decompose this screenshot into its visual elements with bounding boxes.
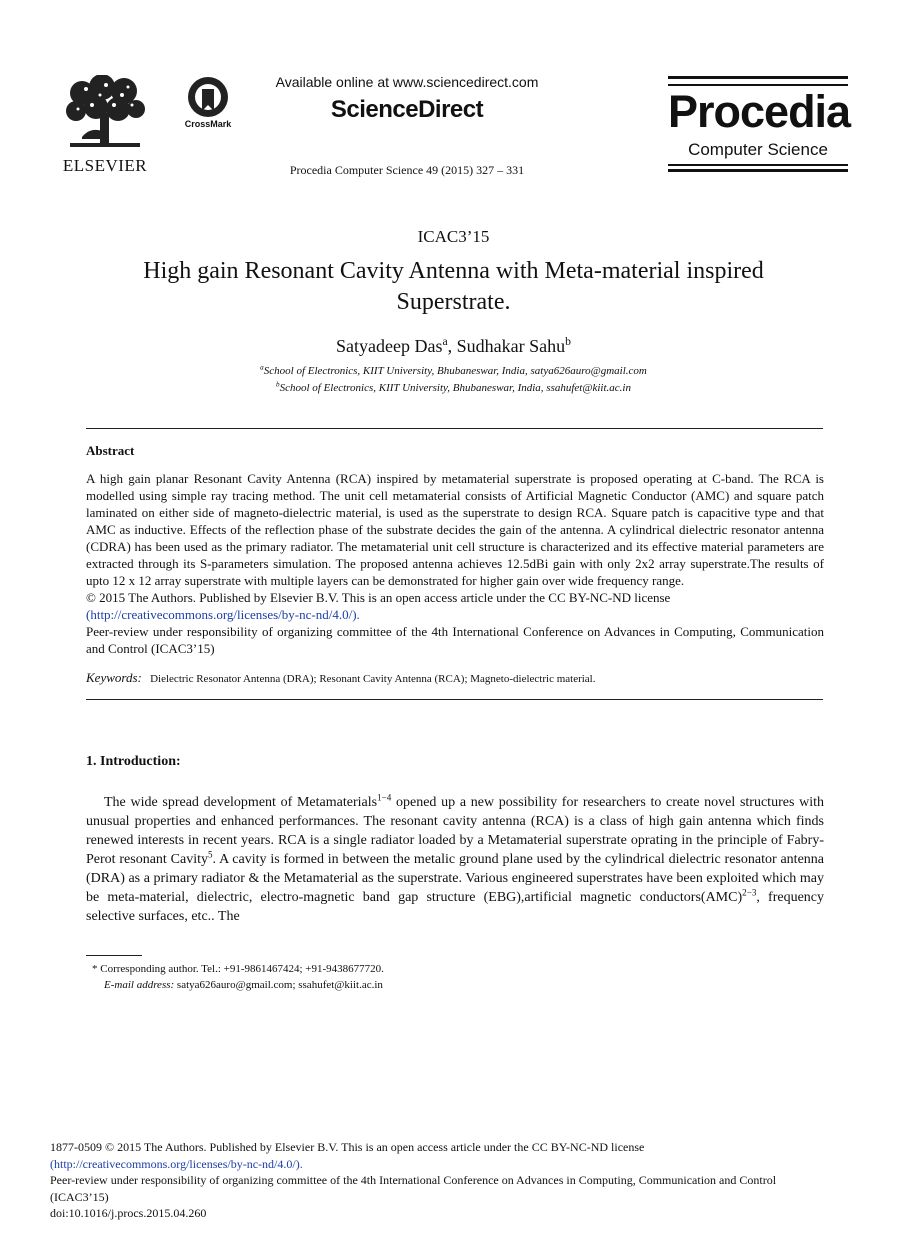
procedia-subtitle: Computer Science [688,140,828,159]
text-run: opened up a new possibility for researchers to create novel structures with unusual properties and enhanced performances. The resonant cavity antenna (RCA) is a class of high gain antenna which finds renewed interests in recent years. RCA is a single radiator loaded by a Metamaterial superstrate oprating in the principle of Fabry-Perot resonant Cavity [86,795,824,867]
section-heading: 1. Introduction: [86,754,181,769]
citation-ref: 5 [208,849,213,860]
keywords-label: Keywords: [86,670,142,685]
affiliation-b [0,382,907,394]
affiliation-marker: a [442,335,448,348]
elsevier-wordmark: ELSEVIER [62,156,148,175]
peer-review-note: Peer-review under responsibility of organizing committee of the 4th International Conference on Advances in Computing, Communication and Control (ICAC3’15) [86,624,824,656]
elsevier-logo [58,75,152,175]
crossmark-icon [178,77,238,119]
affiliation-text: School of Electronics, KIIT University, Bhubaneswar, India, ssahufet@kiit.ac.in [279,382,631,394]
doi: doi:10.1016/j.procs.2015.04.260 [50,1206,207,1220]
affiliation-marker: a [260,363,264,372]
text-run: The wide spread development of Metamaterials [104,795,378,810]
affiliation-marker: b [565,335,571,348]
email-label: E-mail address: [104,979,175,991]
footer-peer-review: Peer-review under responsibility of organizing committee of the 4th International Conference on Advances in Computing, Communication and Control (ICAC3’15) [50,1173,777,1204]
author-separator: , [447,336,457,356]
crossmark-label: CrossMark [184,119,232,129]
email-note [92,977,812,993]
author-name: Satyadeep Das [336,336,443,356]
issn-line: 1877-0509 © 2015 The Authors. Published by Elsevier B.V. This is an open access article under the CC BY-NC-ND license [50,1140,645,1154]
keywords-line [86,670,824,686]
divider [86,428,823,429]
procedia-title: Procedia [668,86,851,137]
abstract-body [86,470,824,657]
journal-citation: Procedia Computer Science 49 (2015) 327 – 331 [289,163,525,177]
citation-ref: 2−3 [742,887,757,898]
email-addresses: satya626auro@gmail.com; ssahufet@kiit.ac.in [174,979,383,991]
author-name: Sudhakar Sahu [456,336,566,356]
affiliation-text: School of Electronics, KIIT University, Bhubaneswar, India, satya626auro@gmail.com [263,365,647,377]
footnote-rule [86,955,142,956]
sciencedirect-logo: ScienceDirect [330,96,484,123]
page-footer [50,1139,810,1222]
logo-rule-top [668,76,848,86]
affiliation-marker: b [276,380,280,389]
elsevier-tree-icon [62,75,148,153]
crossmark-badge[interactable] [178,77,238,137]
footnote [92,961,812,993]
citation-ref: 1−4 [377,792,392,803]
text-run: , frequency selective surfaces, etc.. The [86,890,825,924]
keywords-text: Dielectric Resonator Antenna (DRA); Resonant Cavity Antenna (RCA); Magneto-dielectric material. [150,673,596,685]
license-link[interactable]: (http://creativecommons.org/licenses/by-nc-nd/4.0/). [86,607,360,622]
footer-license-link[interactable]: (http://creativecommons.org/licenses/by-nc-nd/4.0/). [50,1156,303,1171]
text-run: . A cavity is formed in between the metalic ground plane used by the cylindrical dielectric resonator antenna (DRA) as a primary radiator & the Metamaterial as the superstrate. Various engineered superstrates have been exploited which may be meta-material, dielectric, electro-magnetic band gap structure (EBG),artificial magnetic conductors(AMC) [86,852,824,905]
available-online-text: Available online at www.sciencedirect.com [275,74,539,90]
logo-rule-bottom [668,164,848,172]
affiliation-a [0,365,907,377]
introduction-body [86,793,824,926]
paragraph [86,793,824,926]
corresponding-author-note [92,961,812,977]
abstract-heading: Abstract [86,443,135,458]
divider [86,699,823,700]
abstract-text: A high gain planar Resonant Cavity Antenna (RCA) inspired by metamaterial superstrate is proposed operating at C-band. The RCA is modelled using simple ray tracing method. The unit cell metamaterial consists of Artificial Magnetic Conductor (AMC) and square patch laminated on either side of magneto-dielectric material, is used as the superstrate to design RCA. Square patch is capacitive type and that AMC as inductive. Effects of the reflection phase of the substrate decides the gain of the antenna. A cylindrical dielectric resonator antenna (CDRA) has been used as the primary radiator. The metamaterial unit cell structure is characterized and its effective material parameters are extracted through its S-parameters simulation. The proposed antenna achieves 12.5dBi gain with only 2x2 array superstrate.The results of upto 12 x 12 array superstrate with multiple layers can be demonstrated for higher gain over wide frequency range. [86,471,824,588]
footnote-text: Corresponding author. Tel.: +91-9861467424; +91-9438677720. [97,963,384,975]
copyright-line: © 2015 The Authors. Published by Elsevier B.V. This is an open access article under the CC BY-NC-ND license [86,590,671,605]
procedia-logo [668,76,851,172]
author-list [0,336,907,357]
conference-name: ICAC3’15 [417,227,490,246]
paper-title: High gain Resonant Cavity Antenna with Meta-material inspired Superstrate. [143,258,764,315]
footnote-marker: * [92,963,98,975]
